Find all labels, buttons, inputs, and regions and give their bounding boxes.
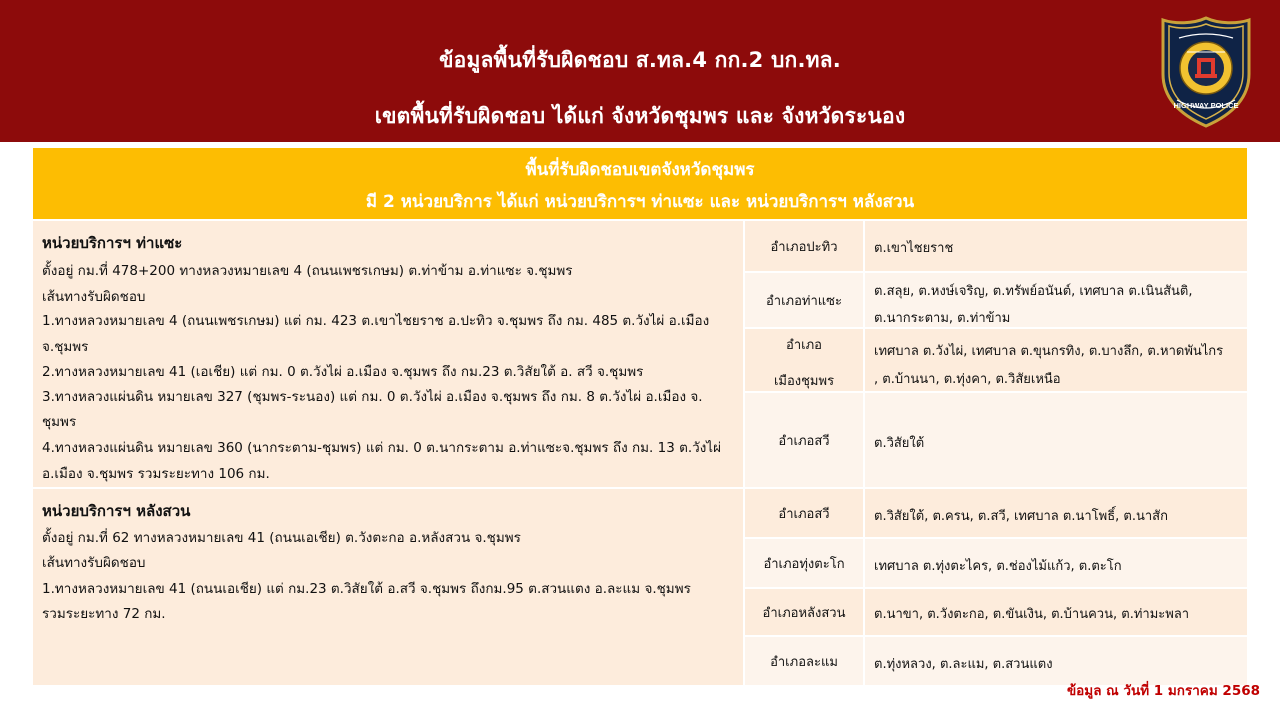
logo-caption: HIGHWAY POLICE [1173, 101, 1239, 110]
highway-police-badge-logo [1159, 16, 1253, 128]
subdistrict-list: ต.วิสัยใต้ [874, 436, 925, 451]
subdistrict-list: ต.สลุย, ต.หงษ์เจริญ, ต.ทรัพย์อนันต์, เทศบาล ต.เนินสันติ, [874, 284, 1193, 299]
subdistrict-list: ต.ทุ่งหลวง, ต.ละแม, ต.สวนแตง [874, 657, 1053, 672]
district-name: อำเภอปะทิว [745, 221, 865, 271]
subdistrict-list: เทศบาล ต.ทุ่งตะไคร, ต.ช่องไม้แก้ว, ต.ตะโก [874, 559, 1122, 574]
district-name: เมืองชุมพร [773, 374, 835, 389]
district-row [745, 221, 1247, 271]
route-heading: เส้นทางรับผิดชอบ [42, 289, 146, 305]
subdistrict-list: , ต.บ้านนา, ต.ทุ่งคา, ต.วิสัยเหนือ [874, 372, 1061, 387]
district-name: อำเภอสวี [745, 393, 865, 487]
route-line: 1.ทางหลวงหมายเลข 41 (ถนนเอเชีย) แต่ กม.23 ต.วิสัยใต้ อ.สวี จ.ชุมพร ถึงกม.95 ต.สวนแตง อ.ละแม จ.ชุมพร [42, 581, 691, 597]
district-name: อำเภอสวี [745, 489, 865, 537]
subdistrict-list: ต.เขาไชยราช [874, 241, 954, 256]
header-subtitle: เขตพื้นที่รับผิดชอบ ได้แก่ จังหวัดชุมพร และ จังหวัดระนอง [374, 104, 906, 128]
district-name-cell [745, 329, 865, 391]
banner-subtitle: มี 2 หน่วยบริการ ได้แก่ หน่วยบริการฯ ท่าแซะ และ หน่วยบริการฯ หลังสวน [365, 192, 915, 212]
district-name: อำเภอ [786, 338, 822, 353]
unit-title: หน่วยบริการฯ ท่าแซะ [42, 234, 183, 252]
unit-location: ตั้งอยู่ กม.ที่ 62 ทางหลวงหมายเลข 41 (ถนนเอเชีย) ต.วังตะกอ อ.หลังสวน จ.ชุมพร [42, 530, 521, 546]
district-row [745, 329, 1247, 391]
route-line: 2.ทางหลวงหมายเลข 41 (เอเชีย) แต่ กม. 0 ต.วังไผ่ อ.เมือง จ.ชุมพร ถึง กม.23 ต.วิสัยใต้ อ. สวี จ.ชุมพร [42, 364, 644, 380]
unit-thasae-panel [33, 221, 743, 487]
page-header [0, 0, 1280, 142]
route-heading: เส้นทางรับผิดชอบ [42, 555, 146, 571]
unit-location: ตั้งอยู่ กม.ที่ 478+200 ทางหลวงหมายเลข 4 (ถนนเพชรเกษม) ต.ท่าข้าม อ.ท่าแซะ จ.ชุมพร [42, 263, 573, 279]
banner-title: พื้นที่รับผิดชอบเขตจังหวัดชุมพร [525, 160, 755, 180]
district-name: อำเภอละแม [745, 637, 865, 685]
route-line: 3.ทางหลวงแผ่นดิน หมายเลข 327 (ชุมพร-ระนอง) แต่ กม. 0 ต.วังไผ่ อ.เมือง จ.ชุมพร ถึง กม. 8 ต.วังไผ่ อ.เมือง จ. [42, 389, 703, 405]
unit-langsuan-panel [33, 489, 743, 685]
route-line: จ.ชุมพร [42, 339, 89, 355]
data-date-note: ข้อมูล ณ วันที่ 1 มกราคม 2568 [1066, 683, 1260, 699]
district-name: อำเภอหลังสวน [745, 589, 865, 635]
district-name: อำเภอท่าแซะ [745, 273, 865, 327]
route-line: รวมระยะทาง 72 กม. [42, 606, 166, 622]
header-title: ข้อมูลพื้นที่รับผิดชอบ ส.ทล.4 กก.2 บก.ทล. [439, 48, 841, 72]
unit-title: หน่วยบริการฯ หลังสวน [42, 502, 191, 520]
route-line: 4.ทางหลวงแผ่นดิน หมายเลข 360 (นากระตาม-ชุมพร) แต่ กม. 0 ต.นากระตาม อ.ท่าแซะจ.ชุมพร ถึง กม. 13 ต.วังไผ่ [42, 440, 722, 456]
province-banner [33, 148, 1247, 219]
route-line: 1.ทางหลวงหมายเลข 4 (ถนนเพชรเกษม) แต่ กม. 423 ต.เขาไชยราช อ.ปะทิว จ.ชุมพร ถึง กม. 485 ต.วังไผ่ อ.เมือง [42, 313, 710, 329]
district-row [745, 393, 1247, 487]
district-row [745, 637, 1247, 685]
route-line: อ.เมือง จ.ชุมพร รวมระยะทาง 106 กม. [42, 466, 270, 482]
district-row [745, 589, 1247, 635]
district-row [745, 273, 1247, 327]
route-line: ชุมพร [42, 414, 77, 430]
subdistrict-list: เทศบาล ต.วังไผ่, เทศบาล ต.ขุนกรทิง, ต.บางลึก, ต.หาดพันไกร [874, 344, 1224, 359]
subdistrict-list: ต.นาขา, ต.วังตะกอ, ต.ขันเงิน, ต.บ้านควน, ต.ท่ามะพลา [874, 607, 1190, 622]
district-row [745, 539, 1247, 587]
subdistrict-list: ต.นากระตาม, ต.ท่าข้าม [874, 311, 1011, 326]
subdistrict-list: ต.วิสัยใต้, ต.ครน, ต.สวี, เทศบาล ต.นาโพธิ์, ต.นาสัก [874, 509, 1168, 524]
district-row [745, 489, 1247, 537]
district-name: อำเภอทุ่งตะโก [745, 539, 865, 587]
